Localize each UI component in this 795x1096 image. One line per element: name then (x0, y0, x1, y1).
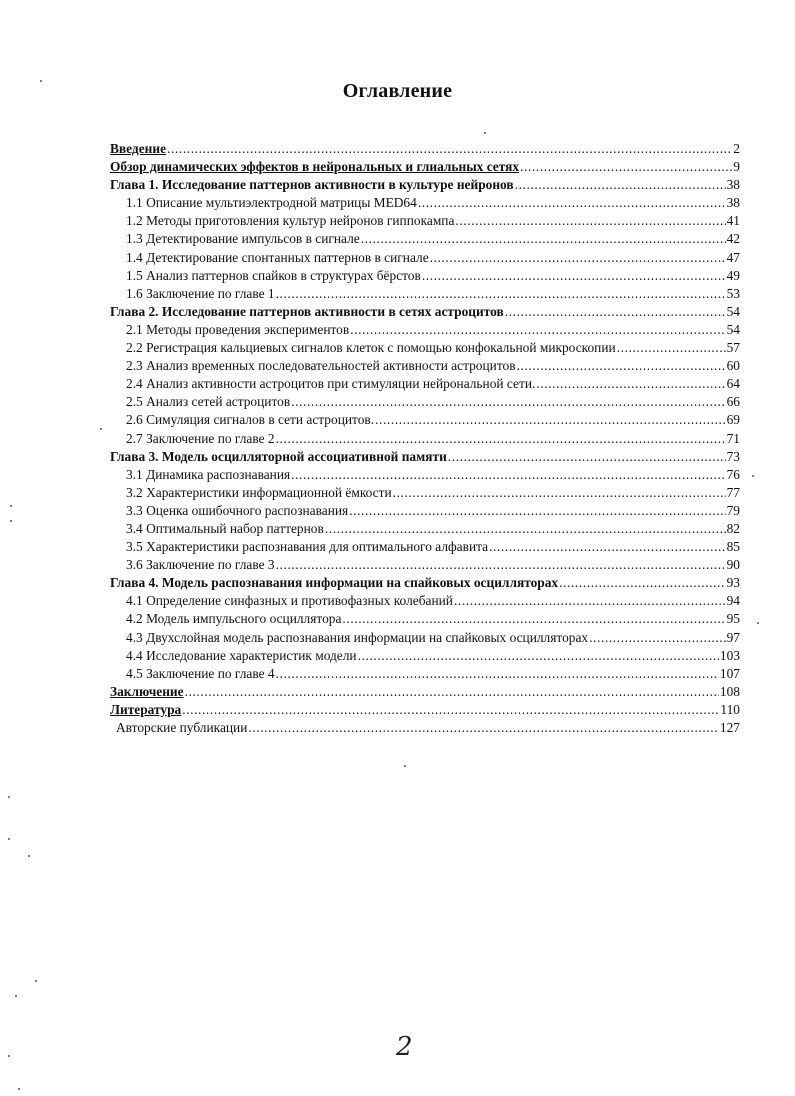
scan-speck (35, 980, 37, 982)
toc-entry (110, 683, 740, 701)
toc-entry (110, 267, 740, 285)
toc-entry-page: 71 (726, 430, 740, 446)
toc-entry-label: Глава 4. Модель распознавания информации на спайковых осцилляторах (110, 575, 559, 591)
toc-entry-label: 4.4 Исследование характеристик модели (126, 647, 357, 663)
dot-leader (520, 158, 732, 176)
toc-entry-label: Введение (110, 141, 167, 156)
toc-entry-label: Глава 1. Исследование паттернов активности в культуре нейронов (110, 177, 514, 193)
toc-entry (110, 574, 740, 592)
dot-leader (422, 267, 726, 285)
dot-leader (342, 610, 725, 628)
scan-speck (752, 475, 754, 477)
toc-entry-page: 38 (726, 195, 740, 211)
dot-leader (559, 574, 725, 592)
dot-leader (358, 647, 719, 665)
toc-entry-page: 38 (726, 177, 740, 193)
toc-entry (110, 249, 740, 267)
toc-entry (110, 719, 740, 737)
toc-entry-page: 41 (726, 213, 740, 229)
toc-entry-page: 53 (726, 285, 740, 301)
toc-entry-label: 2.7 Заключение по главе 2 (126, 430, 275, 446)
toc-entry-label: 2.4 Анализ активности астроцитов при стимуляции нейрональной сети. (126, 376, 536, 392)
dot-leader (350, 321, 725, 339)
dot-leader (276, 556, 726, 574)
toc-entry-page: 69 (726, 412, 740, 428)
toc-entry-label: 1.1 Описание мультиэлектродной матрицы MED64 (126, 195, 417, 211)
dot-leader (489, 538, 726, 556)
toc-entry-label: Заключение (110, 683, 184, 699)
dot-leader (291, 466, 725, 484)
toc-entry-page: 79 (726, 502, 740, 518)
toc-entry (110, 303, 740, 321)
toc-entry (110, 502, 740, 520)
toc-entry-label: 2.2 Регистрация кальциевых сигналов клеток с помощью конфокальной микроскопии (126, 340, 616, 356)
toc-entry (110, 375, 740, 393)
toc-entry-page: 107 (719, 665, 740, 681)
scan-speck (10, 505, 12, 507)
toc-entry-label: 2.6 Симуляция сигналов в сети астроцитов. (126, 412, 375, 428)
toc-entry-label: 2.1 Методы проведения экспериментов (126, 321, 350, 337)
toc-entry-page: 47 (726, 249, 740, 265)
toc-entry (110, 448, 740, 466)
scan-speck (10, 520, 12, 522)
toc-entry (110, 357, 740, 375)
toc-entry-page: 103 (719, 647, 740, 663)
toc-entry-page: 60 (726, 358, 740, 374)
toc-entry (110, 140, 740, 158)
toc-entry (110, 285, 740, 303)
toc-entry-label: Обзор динамических эффектов в нейрональных и глиальных сетях (110, 159, 520, 175)
dot-leader (167, 140, 732, 158)
toc-entry (110, 592, 740, 610)
toc-entry-page: 73 (726, 448, 740, 464)
toc-entry (110, 230, 740, 248)
toc-entry (110, 321, 740, 339)
toc-entry (110, 629, 740, 647)
scan-speck (8, 838, 10, 840)
dot-leader (375, 411, 726, 429)
toc-entry-label: 1.6 Заключение по главе 1 (126, 285, 275, 301)
page-number: 2 (396, 1032, 413, 1062)
toc-entry (110, 520, 740, 538)
toc-entry-label: Литература (110, 701, 182, 717)
toc-entry (110, 158, 740, 176)
scan-speck (8, 796, 10, 798)
toc-entry-label: 3.2 Характеристики информационной ёмкости (126, 484, 392, 500)
dot-leader (430, 249, 726, 267)
scan-speck (404, 765, 406, 767)
dot-leader (517, 357, 726, 375)
toc-entry-page: 127 (719, 720, 740, 735)
toc-entry-page: 95 (726, 611, 740, 627)
toc-entry-label: 1.2 Методы приготовления культур нейронов гиппокампа (126, 213, 455, 229)
dot-leader (276, 430, 726, 448)
toc-entry (110, 212, 740, 230)
scan-speck (100, 428, 102, 430)
toc-entry (110, 701, 740, 719)
dot-leader (276, 665, 719, 683)
toc-entry (110, 430, 740, 448)
toc-entry-page: 90 (726, 557, 740, 573)
toc-entry-label: Глава 2. Исследование паттернов активности в сетях астроцитов (110, 303, 504, 319)
dot-leader (536, 375, 725, 393)
scan-speck (8, 1055, 10, 1057)
toc-entry-label: 4.1 Определение синфазных и противофазных колебаний (126, 593, 453, 609)
dot-leader (455, 212, 725, 230)
scan-speck (757, 622, 759, 624)
dot-leader (454, 592, 726, 610)
toc-entry-page: 110 (720, 701, 740, 717)
toc-entry-page: 82 (726, 520, 740, 536)
toc-entry-page: 93 (726, 575, 740, 591)
toc-entry (110, 393, 740, 411)
toc-entry-label: 2.3 Анализ временных последовательностей активности астроцитов (126, 358, 516, 374)
toc-entry (110, 610, 740, 628)
toc-entry-label: 1.5 Анализ паттернов спайков в структурах бёрстов (126, 267, 421, 283)
toc-entry (110, 339, 740, 357)
dot-leader (248, 719, 719, 737)
toc-entry-page: 54 (726, 303, 740, 319)
page-title: Оглавление (342, 80, 453, 102)
toc-entry-page: 77 (726, 484, 740, 500)
toc-entry-label: 4.5 Заключение по главе 4 (126, 665, 275, 681)
dot-leader (589, 629, 726, 647)
toc-entry-label: 2.5 Анализ сетей астроцитов (126, 394, 291, 410)
toc-entry-label: 1.4 Детектирование спонтанных паттернов в сигнале (126, 249, 429, 265)
toc-entry-page: 64 (726, 376, 740, 392)
dot-leader (349, 502, 725, 520)
toc-entry-label: Авторские публикации (116, 720, 248, 735)
toc-entry-label: 3.1 Динамика распознавания (126, 466, 291, 482)
toc-entry (110, 194, 740, 212)
toc-entry-label: 1.3 Детектирование импульсов в сигнале (126, 231, 360, 247)
scan-speck (484, 132, 486, 134)
toc-entry (110, 484, 740, 502)
dot-leader (505, 303, 726, 321)
toc-entry-page: 108 (719, 683, 740, 699)
dot-leader (617, 339, 726, 357)
scan-speck (40, 80, 42, 82)
toc-entry-label: Глава 3. Модель осцилляторной ассоциативной памяти (110, 448, 447, 464)
toc-entry-page: 54 (726, 321, 740, 337)
scan-speck (28, 855, 30, 857)
toc-entry-label: 3.4 Оптимальный набор паттернов (126, 520, 324, 536)
toc-entry-label: 4.2 Модель импульсного осциллятора (126, 611, 342, 627)
toc-entry (110, 556, 740, 574)
toc-entry (110, 665, 740, 683)
scan-speck (15, 995, 17, 997)
dot-leader (185, 683, 719, 701)
toc-entry-label: 3.3 Оценка ошибочного распознавания (126, 502, 349, 518)
dot-leader (291, 393, 725, 411)
dot-leader (448, 448, 726, 466)
toc-entry (110, 466, 740, 484)
toc-entry-page: 42 (726, 231, 740, 247)
dot-leader (393, 484, 726, 502)
dot-leader (182, 701, 719, 719)
table-of-contents (110, 140, 740, 737)
toc-entry-page: 94 (726, 593, 740, 609)
toc-entry (110, 411, 740, 429)
dot-leader (418, 194, 726, 212)
scan-speck (18, 1088, 20, 1090)
toc-entry-page: 76 (726, 466, 740, 482)
toc-entry (110, 538, 740, 556)
dot-leader (276, 285, 726, 303)
toc-entry-page: 66 (726, 394, 740, 410)
dot-leader (361, 230, 726, 248)
toc-entry-page: 49 (726, 267, 740, 283)
dot-leader (515, 176, 726, 194)
toc-entry-label: 3.5 Характеристики распознавания для оптимального алфавита (126, 539, 489, 555)
toc-entry-page: 57 (726, 340, 740, 356)
toc-entry-label: 4.3 Двухслойная модель распознавания информации на спайковых осцилляторах (126, 629, 589, 645)
toc-entry-page: 9 (733, 159, 740, 175)
toc-entry-page: 2 (733, 141, 740, 156)
toc-entry-page: 97 (726, 629, 740, 645)
dot-leader (325, 520, 726, 538)
toc-entry (110, 647, 740, 665)
toc-entry-label: 3.6 Заключение по главе 3 (126, 557, 275, 573)
toc-entry-page: 85 (726, 539, 740, 555)
toc-entry (110, 176, 740, 194)
